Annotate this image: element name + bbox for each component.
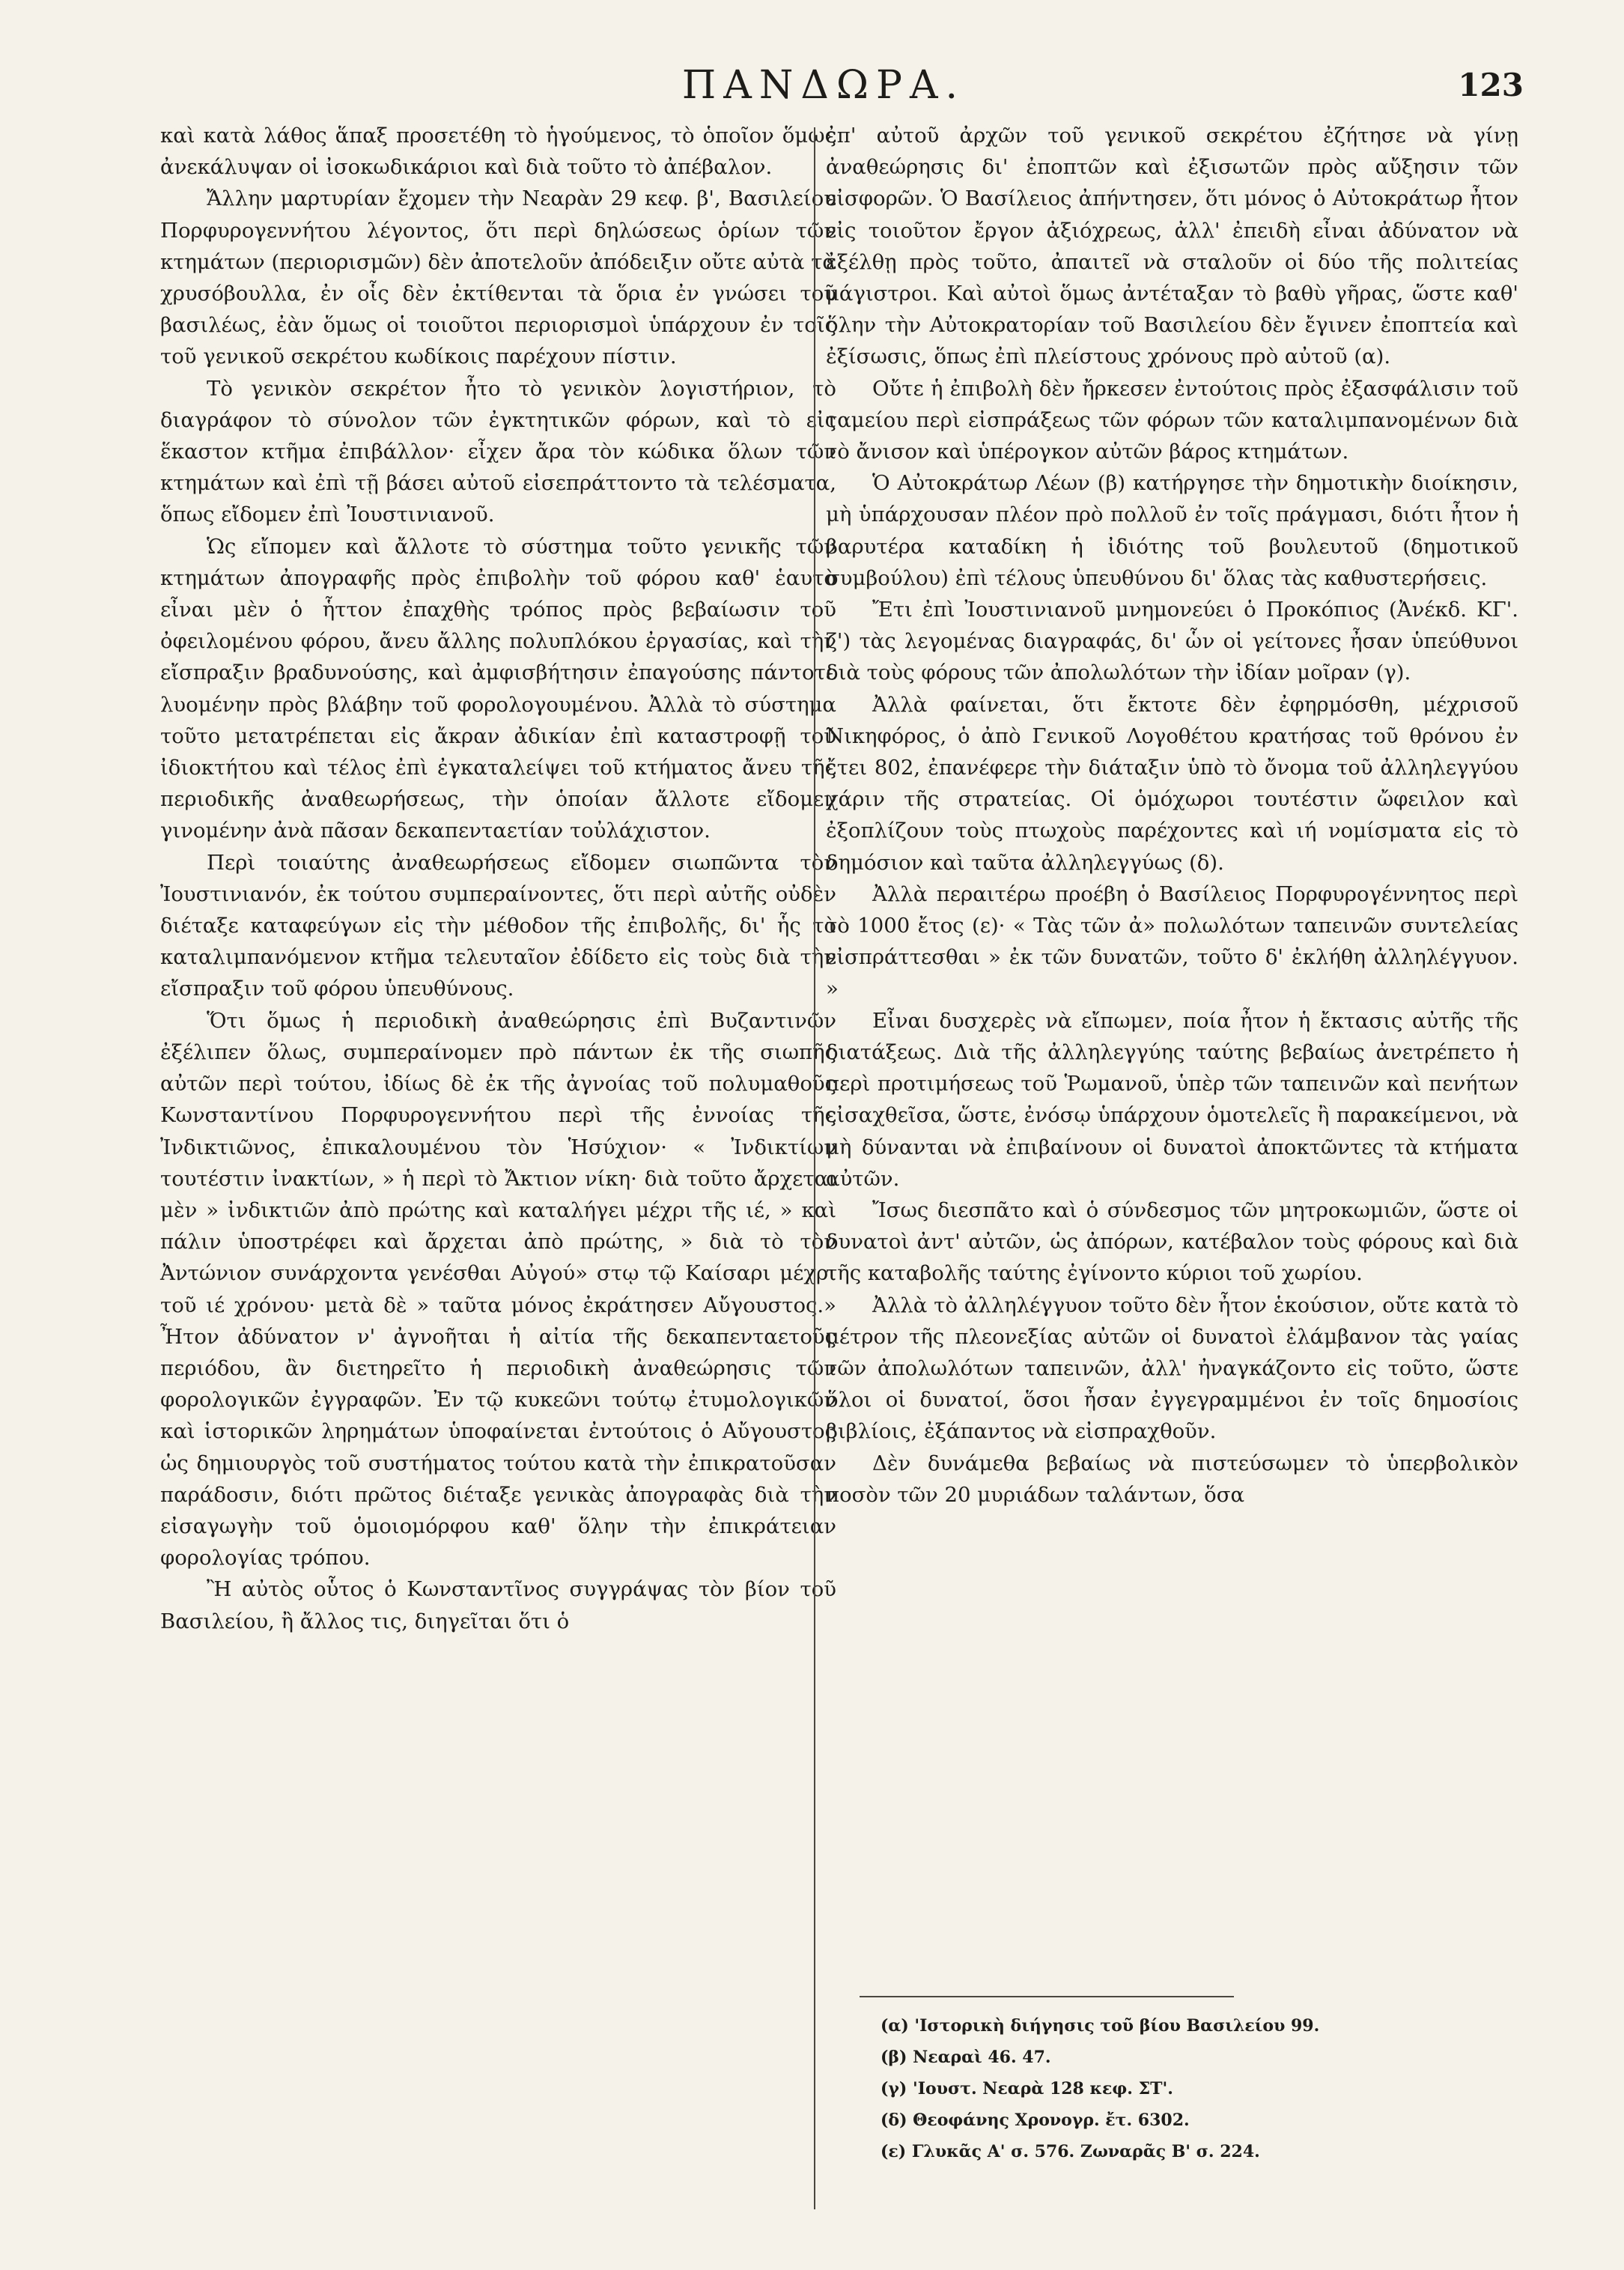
paragraph: καὶ κατὰ λάθος ἅπαξ προσετέθη τὸ ἡγούμενος, τὸ ὁποῖον ὅμως ἀνεκάλυψαν οἱ ἰσοκωδικάριοι καὶ διὰ τοῦτο τὸ ἀπέβαλον. — [160, 124, 836, 180]
paragraph: Τὸ γενικὸν σεκρέτον ἦτο τὸ γενικὸν λογιστήριον, τὸ διαγράφον τὸ σύνολον τῶν ἐγκτητικῶν φόρων, καὶ τὸ εἰς ἕκαστον κτῆμα ἐπιβάλλον· εἶχεν ἄρα τὸν κώδικα ὅλων τῶν κτημάτων καὶ ἐπὶ τῇ βάσει αὐτοῦ εἰσεπράττοντο τὰ τελέσματα, ὅπως εἴδομεν ἐπὶ Ἰουστινιανοῦ. — [160, 376, 836, 527]
footnote: (β) Νεαραὶ 46. 47. — [881, 2048, 1051, 2067]
paragraph: Εἶναι δυσχερὲς νὰ εἴπωμεν, ποία ἦτον ἡ ἔκτασις αὐτῆς τῆς διατάξεως. Διὰ τῆς ἀλληλεγγύης ταύτης βεβαίως ἀνετρέπετο ἡ περὶ προτιμήσεως τοῦ Ῥωμανοῦ, ὑπὲρ τῶν ταπεινῶν καὶ πενήτων εἰσαχθεῖσα, ὥστε, ἐνόσῳ ὑπάρχουν ὁμοτελεῖς ἢ παρακείμενοι, νὰ μὴ δύνανται νὰ ἐπιβαίνουν οἱ δυνατοὶ ἀποκτῶντες τὰ κτήματα αὐτῶν. — [826, 1008, 1518, 1191]
paragraph: Ὅτι ὅμως ἡ περιοδικὴ ἀναθεώρησις ἐπὶ Βυζαντινῶν ἐξέλιπεν ὅλως, συμπεραίνομεν πρὸ πάντων ἐκ τῆς σιωπῆς αὐτῶν περὶ τούτου, ἰδίως δὲ ἐκ τῆς ἀγνοίας τοῦ πολυμαθοῦς Κωνσταντίνου Πορφυρογεννήτου περὶ τῆς ἐννοίας τῆς Ἰνδικτιῶνος, ἐπικαλουμένου τὸν Ἡσύχιον· « Ἰνδικτίων τουτέστιν ἰνακτίων, » ἡ περὶ τὸ Ἄκτιον νίκη· διὰ τοῦτο ἄρχεται μὲν » ἰνδικτιῶν ἀπὸ πρώτης καὶ καταλήγει μέχρι τῆς ιέ, » καὶ πάλιν ὑποστρέφει καὶ ἄρχεται ἀπὸ πρώτης, » διὰ τὸ τὸν Ἀντώνιον συνάρχοντα γενέσθαι Αὐγού» στῳ τῷ Καίσαρι μέχρι τοῦ ιέ χρόνου· μετὰ δὲ » ταῦτα μόνος ἐκράτησεν Αὔγουστος.» Ἦτον ἀδύνατον ν' ἀγνοῆται ἡ αἰτία τῆς δεκαπενταετοῦς περιόδου, ἂν διετηρεῖτο ἡ περιοδικὴ ἀναθεώρησις τῶν φορολογικῶν ἐγγραφῶν. Ἐν τῷ κυκεῶνι τούτῳ ἐτυμολογικῶν καὶ ἱστορικῶν ληρημάτων ὑποφαίνεται ἐντούτοις ὁ Αὔγουστος ὡς δημιουργὸς τοῦ συστήματος τούτου κατὰ τὴν ἐπικρατοῦσαν παράδοσιν, διότι πρῶτος διέταξε γενικὰς ἀπογραφὰς διὰ τὴν εἰσαγωγὴν τοῦ ὁμοιομόρφου καθ' ὅλην τὴν ἐπικράτειαν φορολογίας τρόπου. — [160, 1008, 836, 1571]
running-title: ΠΑΝΔΩΡΑ. — [681, 63, 966, 108]
paragraph: Ἀλλὰ περαιτέρω προέβη ὁ Βασίλειος Πορφυρογέννητος περὶ τὸ 1000 ἔτος (ε)· « Τὰς τῶν ἀ» πολωλότων ταπεινῶν συντελείας εἰσπράττεσθαι » ἐκ τῶν δυνατῶν, τοῦτο δ' ἐκλήθη ἀλληλέγγυον. » — [826, 881, 1518, 1001]
paragraph: Ὁ Αὐτοκράτωρ Λέων (β) κατήργησε τὴν δημοτικὴν διοίκησιν, μὴ ὑπάρχουσαν πλέον πρὸ πολλοῦ ἐν τοῖς πράγμασι, διότι ἦτον ἡ βαρυτέρα καταδίκη ἡ ἰδιότης τοῦ βουλευτοῦ (δημοτικοῦ συμβούλου) ἐπὶ τέλους ὑπευθύνου δι' ὅλας τὰς καθυστερήσεις. — [826, 471, 1518, 590]
paragraph: Ἀλλὰ τὸ ἀλληλέγγυον τοῦτο δὲν ἦτον ἑκούσιον, οὔτε κατὰ τὸ μέτρον τῆς πλεονεξίας αὐτῶν οἱ δυνατοὶ ἐλάμβανον τὰς γαίας τῶν ἀπολωλότων ταπεινῶν, ἀλλ' ἠναγκάζοντο εἰς τοῦτο, ὥστε ὅλοι οἱ δυνατοί, ὅσοι ἦσαν ἐγγεγραμμένοι ἐν τοῖς δημοσίοις βιβλίοις, ἐξάπαντος νὰ εἰσπραχθοῦν. — [826, 1293, 1518, 1444]
paragraph: Περὶ τοιαύτης ἀναθεωρήσεως εἴδομεν σιωπῶντα τὸν Ἰουστινιανόν, ἐκ τούτου συμπεραίνοντες, ὅτι περὶ αὐτῆς οὐδὲν διέταξε καταφεύγων εἰς τὴν μέθοδον τῆς ἐπιβολῆς, δι' ἧς τὸ καταλιμπανόμενον κτῆμα τελευταῖον ἐδίδετο εἰς τοὺς διὰ τὴν εἴσπραξιν τοῦ φόρου ὑπευθύνους. — [160, 850, 836, 1001]
footnote: (γ) 'Ιουστ. Νεαρὰ 128 κεφ. ΣΤ'. — [881, 2079, 1173, 2098]
paragraph: Ἢ αὐτὸς οὗτος ὁ Κωνσταντῖνος συγγράψας τὸν βίον τοῦ Βασιλείου, ἢ ἄλλος τις, διηγεῖται ὅτι ὁ — [160, 1577, 836, 1633]
paragraph: Ὡς εἴπομεν καὶ ἄλλοτε τὸ σύστημα τοῦτο γενικῆς τῶν κτημάτων ἀπογραφῆς πρὸς ἐπιβολὴν τοῦ φόρου καθ' ἑαυτὸ εἶναι μὲν ὁ ἧττον ἐπαχθὴς τρόπος πρὸς βεβαίωσιν τοῦ ὀφειλομένου φόρου, ἄνευ ἄλλης πολυπλόκου ἐργασίας, καὶ τὴν εἴσπραξιν βραδυνούσης, καὶ ἀμφισβήτησιν ἐπαγούσης πάντοτε λυομένην πρὸς βλάβην τοῦ φορολογουμένου. Ἀλλὰ τὸ σύστημα τοῦτο μετατρέπεται εἰς ἄκραν ἀδικίαν ἐπὶ καταστροφῇ τοῦ ἰδιοκτήτου καὶ τέλος ἐπὶ ἐγκαταλείψει τοῦ κτήματος ἄνευ τῆς περιοδικῆς ἀναθεωρήσεως, τὴν ὁποίαν ἄλλοτε εἴδομεν γινομένην ἀνὰ πᾶσαν δεκαπενταετίαν τοὐλάχιστον. — [160, 534, 836, 843]
right-text-column — [826, 120, 1518, 1511]
paragraph: Ἴσως διεσπᾶτο καὶ ὁ σύνδεσμος τῶν μητροκωμιῶν, ὥστε οἱ δυνατοὶ ἀντ' αὐτῶν, ὡς ἀπόρων, κατέβαλον τοὺς φόρους καὶ διὰ τῆς καταβολῆς ταύτης ἐγίνοντο κύριοι τοῦ χωρίου. — [826, 1198, 1518, 1286]
paragraph: Ἄλλην μαρτυρίαν ἔχομεν τὴν Νεαρὰν 29 κεφ. β', Βασιλείου Πορφυρογεννήτου λέγοντος, ὅτι περὶ δηλώσεως ὁρίων τῶν κτημάτων (περιορισμῶν) δὲν ἀποτελοῦν ἀπόδειξιν οὔτε αὐτὰ τὰ χρυσόβουλλα, ἐν οἷς δὲν ἐκτίθενται τὰ ὅρια ἐν γνώσει τοῦ βασιλέως, ἐὰν ὅμως οἱ τοιοῦτοι περιορισμοὶ ὑπάρχουν ἐν τοῖς τοῦ γενικοῦ σεκρέτου κωδίκοις παρέχουν πίστιν. — [160, 186, 836, 369]
column-divider — [814, 127, 815, 2209]
paragraph: Ἔτι ἐπὶ Ἰουστινιανοῦ μνημονεύει ὁ Προκόπιος (Ἀνέκδ. ΚΓ'. ζ') τὰς λεγομένας διαγραφάς, δι' ὧν οἱ γείτονες ἦσαν ὑπεύθυνοι διὰ τοὺς φόρους τῶν ἀπολωλότων τὴν ἰδίαν μοῖραν (γ). — [826, 598, 1518, 685]
paragraph: Οὔτε ἡ ἐπιβολὴ δὲν ἤρκεσεν ἐντούτοις πρὸς ἐξασφάλισιν τοῦ ταμείου περὶ εἰσπράξεως τῶν φόρων τῶν καταλιμπανομένων διὰ τὸ ἄνισον καὶ ὑπέρογκον αὐτῶν βάρος κτημάτων. — [826, 376, 1518, 464]
footnote: (δ) Θεοφάνης Χρονογρ. ἔτ. 6302. — [881, 2110, 1190, 2130]
left-text-column — [160, 120, 836, 1637]
footnote: (α) 'Ιστορικὴ διήγησις τοῦ βίου Βασιλείου 99. — [881, 2016, 1320, 2036]
footnote-separator — [860, 1996, 1234, 1997]
footnotes — [881, 2010, 1518, 2167]
paragraph: ἐπ' αὐτοῦ ἀρχῶν τοῦ γενικοῦ σεκρέτου ἐζήτησε νὰ γίνῃ ἀναθεώρησις δι' ἐποπτῶν καὶ ἐξισωτῶν πρὸς αὔξησιν τῶν εἰσφορῶν. Ὁ Βασίλειος ἀπήντησεν, ὅτι μόνος ὁ Αὐτοκράτωρ ἦτον εἰς τοιοῦτον ἔργον ἀξιόχρεως, ἀλλ' ἐπειδὴ εἶναι ἀδύνατον νὰ ἐξέλθῃ πρὸς τοῦτο, ἀπαιτεῖ νὰ σταλοῦν οἱ δύο τῆς πολιτείας μάγιστροι. Καὶ αὐτοὶ ὅμως ἀντέταξαν τὸ βαθὺ γῆρας, ὥστε καθ' ὅλην τὴν Αὐτοκρατορίαν τοῦ Βασιλείου δὲν ἔγινεν ἐποπτεία καὶ ἐξίσωσις, ὅπως ἐπὶ πλείστους χρόνους πρὸ αὐτοῦ (α). — [826, 124, 1518, 369]
paragraph: Δὲν δυνάμεθα βεβαίως νὰ πιστεύσωμεν τὸ ὑπερβολικὸν ποσὸν τῶν 20 μυριάδων ταλάντων, ὅσα — [826, 1451, 1518, 1507]
footnote: (ε) Γλυκᾶς Α' σ. 576. Ζωναρᾶς Β' σ. 224. — [881, 2142, 1260, 2161]
page-number: 123 — [1458, 67, 1524, 103]
paragraph: Ἀλλὰ φαίνεται, ὅτι ἔκτοτε δὲν ἐφηρμόσθη, μέχρισοῦ Νικηφόρος, ὁ ἀπὸ Γενικοῦ Λογοθέτου κρατήσας τοῦ θρόνου ἐν ἔτει 802, ἐπανέφερε τὴν διάταξιν ὑπὸ τὸ ὄνομα τοῦ ἀλληλεγγύου χάριν τῆς στρατείας. Οἱ ὁμόχωροι τουτέστιν ὤφειλον καὶ ἐξοπλίζουν τοὺς πτωχοὺς παρέχοντες καὶ ιή νομίσματα εἰς τὸ δημόσιον καὶ ταῦτα ἀλληλεγγύως (δ). — [826, 692, 1518, 875]
